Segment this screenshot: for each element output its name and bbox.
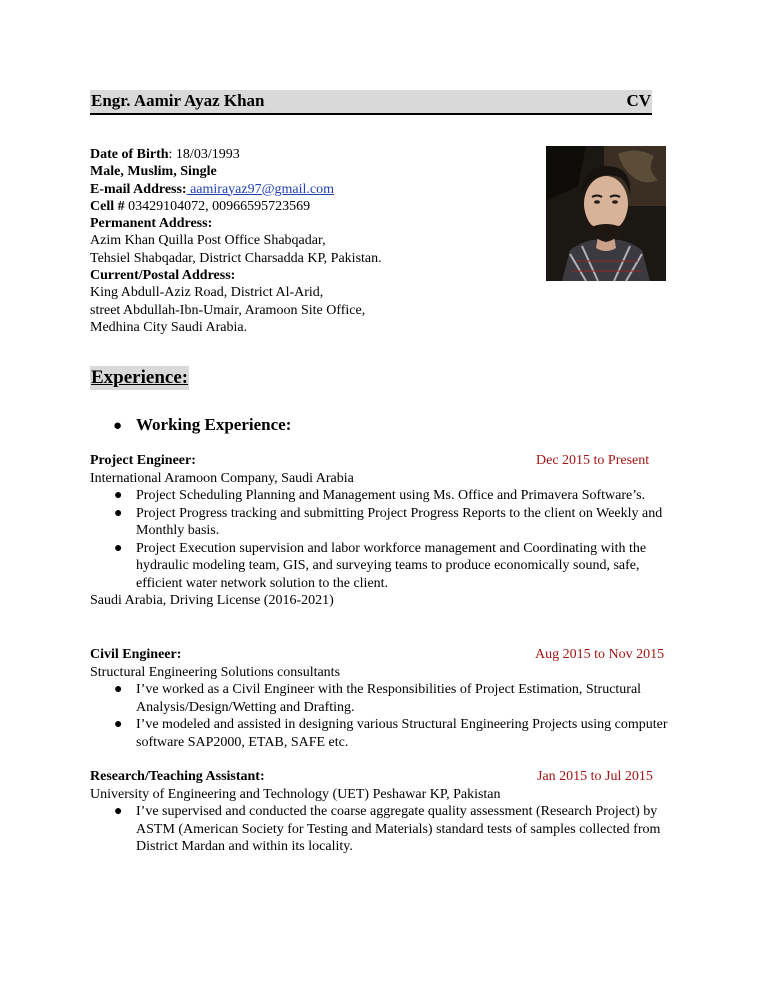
experience-heading: Experience: <box>91 367 189 388</box>
job-title: Project Engineer: <box>90 453 196 468</box>
list-item <box>90 505 684 540</box>
profile-photo <box>546 146 666 281</box>
profile-line: Male, Muslim, Single <box>90 164 217 180</box>
personal-info <box>90 146 530 336</box>
list-item <box>90 540 684 593</box>
job-header <box>90 646 690 664</box>
dob-value: : 18/03/1993 <box>168 147 240 162</box>
current-address-line: street Abdullah-Ibn-Umair, Aramoon Site Office, <box>90 302 366 318</box>
current-address-label: Current/Postal Address: <box>90 268 236 284</box>
job-note: Saudi Arabia, Driving License (2016-2021) <box>90 593 334 608</box>
list-item <box>90 681 684 716</box>
dob-label: Date of Birth <box>90 147 169 162</box>
bullet-text: Project Scheduling Planning and Management using Ms. Office and Primavera Software’s. <box>136 488 646 503</box>
document-type: CV <box>626 91 651 110</box>
job-organization: Structural Engineering Solutions consultants <box>90 664 341 680</box>
title-bar <box>90 90 652 115</box>
bullet-text: Project Execution supervision and labor workforce management and Coordinating with the hydraulic modeling team, GIS, and surveying teams to produce economically sound, safe, efficient water network solution to the client. <box>136 540 647 591</box>
email-line <box>90 181 530 198</box>
bullet-icon: ● <box>114 682 123 697</box>
dob-line <box>90 146 530 163</box>
email-link[interactable]: aamirayaz97@gmail.com <box>186 181 334 197</box>
cell-value: 03429104072, 00966595723569 <box>124 198 311 214</box>
job-entry <box>90 768 690 856</box>
job-entry <box>90 452 690 610</box>
bullet-icon: ● <box>114 540 123 556</box>
bullet-icon: ● <box>113 418 123 434</box>
job-organization: International Aramoon Company, Saudi Arabia <box>90 470 354 486</box>
bullet-icon: ● <box>114 488 123 503</box>
permanent-address-line: Azim Khan Quilla Post Office Shabqadar, <box>90 233 326 249</box>
cell-label: Cell # <box>90 198 125 214</box>
list-item <box>90 487 684 505</box>
permanent-address-label: Permanent Address: <box>90 216 213 232</box>
job-bullets <box>90 487 690 592</box>
job-bullets <box>90 803 690 856</box>
bullet-text: Project Progress tracking and submitting Project Progress Reports to the client on Weekly and Monthly basis. <box>136 505 663 538</box>
job-header <box>90 452 690 470</box>
bullet-icon: ● <box>114 804 123 819</box>
job-dates: Dec 2015 to Present <box>536 453 650 468</box>
bullet-icon: ● <box>114 505 123 521</box>
job-dates: Aug 2015 to Nov 2015 <box>535 647 665 662</box>
job-organization: University of Engineering and Technology (UET) Peshawar KP, Pakistan <box>90 786 501 802</box>
list-item <box>90 716 684 751</box>
current-address-line: King Abdull-Aziz Road, District Al-Arid, <box>90 285 324 301</box>
job-title: Research/Teaching Assistant: <box>90 769 265 784</box>
cell-line <box>90 198 530 215</box>
bullet-text: I’ve supervised and conducted the coarse aggregate quality assessment (Research Project) by ASTM (American Society for Testing and Materials) standard tests of samples collected from District Mardan and within its locality. <box>136 804 661 854</box>
bullet-text: I’ve worked as a Civil Engineer with the Responsibilities of Project Estimation, Structural Analysis/Design/Wetting and Drafting. <box>136 682 642 715</box>
permanent-address-line: Tehsiel Shabqadar, District Charsadda KP, Pakistan. <box>90 250 382 266</box>
job-dates: Jan 2015 to Jul 2015 <box>537 769 653 784</box>
bullet-icon: ● <box>114 717 123 732</box>
job-bullets <box>90 681 690 751</box>
job-title: Civil Engineer: <box>90 647 182 662</box>
job-header <box>90 768 690 786</box>
current-address-line: Medhina City Saudi Arabia. <box>90 319 248 335</box>
list-item <box>90 803 684 856</box>
subheading-text: Working Experience: <box>136 415 292 434</box>
job-entry <box>90 646 690 751</box>
email-label: E-mail Address: <box>90 181 187 197</box>
bullet-text: I’ve modeled and assisted in designing various Structural Engineering Projects using computer software SAP2000, ETAB, SAFE etc. <box>136 717 668 750</box>
working-experience-subheading <box>113 414 291 437</box>
candidate-name: Engr. Aamir Ayaz Khan <box>91 91 265 110</box>
